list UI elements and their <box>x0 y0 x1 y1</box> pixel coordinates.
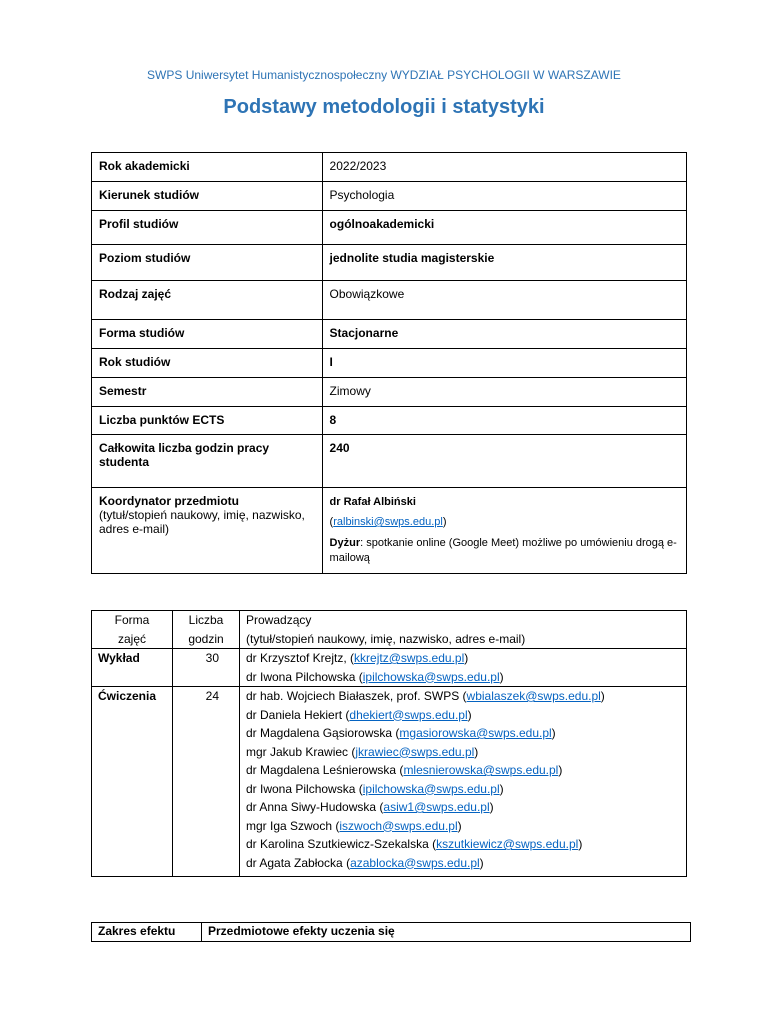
coordinator-name: dr Rafał Albiński <box>329 496 416 508</box>
info-label: Profil studiów <box>92 211 323 245</box>
info-row <box>92 182 687 211</box>
header-form-line2: zajęć <box>117 631 146 646</box>
header-form <box>92 611 173 649</box>
teacher-name: dr Iwona Pilchowska <box>246 781 356 796</box>
info-label: Całkowita liczba godzin pracy studenta <box>92 435 323 488</box>
teacher-name: dr Daniela Hekiert <box>246 707 343 722</box>
header-teachers-line1: Prowadzący <box>246 613 312 627</box>
teacher-name: mgr Jakub Krawiec <box>246 744 349 759</box>
teacher-email-link[interactable]: asiw1@swps.edu.pl <box>383 800 490 814</box>
info-label: Liczba punktów ECTS <box>92 407 323 435</box>
teacher-line: mgr Jakub Krawiec (jkrawiec@swps.edu.pl) <box>246 744 479 759</box>
info-value: ogólnoakademicki <box>322 211 686 245</box>
info-row <box>92 153 687 182</box>
teacher-line: dr Anna Siwy-Hudowska (asiw1@swps.edu.pl) <box>246 800 494 814</box>
document-title: Podstawy metodologii i statystyki <box>223 96 545 118</box>
info-label: Rodzaj zajęć <box>92 281 323 320</box>
lecture-row <box>92 649 687 687</box>
info-value: 8 <box>322 407 686 435</box>
coordinator-label-cell <box>92 488 323 574</box>
teacher-name: dr Agata Zabłocka <box>246 855 343 870</box>
separator: , <box>343 651 351 665</box>
exercises-hours: 24 <box>173 687 240 877</box>
info-value: Stacjonarne <box>322 320 686 349</box>
duty-text: : spotkanie online (Google Meet) możliwe po umówieniu drogą e-mailową <box>329 537 677 564</box>
info-label: Semestr <box>92 378 323 407</box>
teacher-line: dr Magdalena Leśnierowska (mlesnierowska@swps.edu.pl) <box>246 763 563 777</box>
teacher-line: dr Daniela Hekiert (dhekiert@swps.edu.pl) <box>246 707 472 722</box>
header-form-line1: Forma <box>114 613 150 627</box>
info-label: Rok akademicki <box>92 153 323 182</box>
info-value: Psychologia <box>322 182 686 211</box>
teacher-line: dr Iwona Pilchowska (ipilchowska@swps.edu.pl) <box>246 781 504 796</box>
teacher-email-link[interactable]: azablocka@swps.edu.pl <box>350 855 480 870</box>
header-teachers-line2: (tytuł/stopień naukowy, imię, nazwisko, adres e-mail) <box>246 631 526 646</box>
exercises-row <box>92 687 687 877</box>
coordinator-value-cell <box>322 488 686 574</box>
duty-label: Dyżur <box>329 537 361 549</box>
teaching-staff-table <box>91 610 687 877</box>
coordinator-duty <box>330 536 680 566</box>
info-row <box>92 245 687 281</box>
info-row <box>92 435 687 488</box>
header-hours-line2: godzin <box>188 631 224 646</box>
info-value: jednolite studia magisterskie <box>322 245 686 281</box>
teacher-line: dr Krzysztof Krejtz, (kkrejtz@swps.edu.pl) <box>246 651 469 665</box>
teacher-line: dr Magdalena Gąsiorowska (mgasiorowska@swps.edu.pl) <box>246 726 556 740</box>
teacher-email-link[interactable]: ipilchowska@swps.edu.pl <box>362 669 500 684</box>
exercises-form: Ćwiczenia <box>92 687 173 877</box>
lecture-form: Wykład <box>92 649 173 687</box>
info-row <box>92 211 687 245</box>
info-row <box>92 281 687 320</box>
teacher-email-link[interactable]: dhekiert@swps.edu.pl <box>349 707 468 722</box>
teacher-email-link[interactable]: jkrawiec@swps.edu.pl <box>355 744 475 759</box>
teacher-name: mgr Iga Szwoch <box>246 818 333 833</box>
info-label: Poziom studiów <box>92 245 323 281</box>
university-header: SWPS Uniwersytet Humanistycznospołeczny WYDZIAŁ PSYCHOLOGII W WARSZAWIE <box>147 68 621 82</box>
teacher-line: dr hab. Wojciech Białaszek, prof. SWPS (wbialaszek@swps.edu.pl) <box>246 689 605 703</box>
teacher-name: dr Karolina Szutkiewicz-Szekalska <box>246 837 429 851</box>
lecture-hours: 30 <box>173 649 240 687</box>
teacher-line: mgr Iga Szwoch (iszwoch@swps.edu.pl) <box>246 818 462 833</box>
learning-effects-table <box>91 922 691 942</box>
course-info-table <box>91 152 687 574</box>
effects-header-row <box>92 923 691 942</box>
info-row <box>92 320 687 349</box>
info-value: 2022/2023 <box>322 153 686 182</box>
teacher-line: dr Agata Zabłocka (azablocka@swps.edu.pl) <box>246 855 484 870</box>
staff-header-row <box>92 611 687 649</box>
effects-scope-header: Zakres efektu <box>92 923 202 942</box>
info-label: Kierunek studiów <box>92 182 323 211</box>
teacher-email-link[interactable]: kszutkiewicz@swps.edu.pl <box>436 837 579 851</box>
info-value: 240 <box>322 435 686 488</box>
info-row <box>92 378 687 407</box>
effects-outcomes-header: Przedmiotowe efekty uczenia się <box>202 923 691 942</box>
header-hours-line1: Liczba <box>188 613 224 627</box>
teacher-name: dr Iwona Pilchowska <box>246 669 356 684</box>
teacher-email-link[interactable]: mlesnierowska@swps.edu.pl <box>403 763 559 777</box>
info-row <box>92 407 687 435</box>
teacher-name: dr Magdalena Gąsiorowska <box>246 726 393 740</box>
coordinator-email-line: (ralbinski@swps.edu.pl) <box>329 516 447 528</box>
teacher-line: dr Iwona Pilchowska (ipilchowska@swps.edu.pl) <box>246 669 504 684</box>
teacher-email-link[interactable]: mgasiorowska@swps.edu.pl <box>399 726 552 740</box>
teacher-line: dr Karolina Szutkiewicz-Szekalska (kszutkiewicz@swps.edu.pl) <box>246 837 583 851</box>
header-teachers <box>240 611 687 649</box>
lecture-teachers <box>240 649 687 687</box>
coordinator-email-link[interactable]: ralbinski@swps.edu.pl <box>333 516 443 528</box>
teacher-name: dr Magdalena Leśnierowska <box>246 763 397 777</box>
teacher-name: dr Krzysztof Krejtz <box>246 651 344 665</box>
separator <box>355 670 358 684</box>
coordinator-row <box>92 488 687 574</box>
info-value: Zimowy <box>322 378 686 407</box>
teacher-email-link[interactable]: kkrejtz@swps.edu.pl <box>354 651 465 665</box>
header-hours <box>173 611 240 649</box>
info-row <box>92 349 687 378</box>
info-value: I <box>322 349 686 378</box>
coordinator-sublabel: (tytuł/stopień naukowy, imię, nazwisko, adres e-mail) <box>99 508 305 536</box>
info-label: Rok studiów <box>92 349 323 378</box>
exercises-teachers <box>240 687 687 877</box>
info-label: Forma studiów <box>92 320 323 349</box>
coordinator-label: Koordynator przedmiotu <box>99 494 239 508</box>
teacher-name: dr Anna Siwy-Hudowska <box>246 800 377 814</box>
teacher-name: dr hab. Wojciech Białaszek, prof. SWPS <box>246 689 460 703</box>
teacher-email-link[interactable]: wbialaszek@swps.edu.pl <box>466 689 601 703</box>
teacher-email-link[interactable]: iszwoch@swps.edu.pl <box>339 818 458 833</box>
info-value: Obowiązkowe <box>322 281 686 320</box>
teacher-email-link[interactable]: ipilchowska@swps.edu.pl <box>362 781 500 796</box>
